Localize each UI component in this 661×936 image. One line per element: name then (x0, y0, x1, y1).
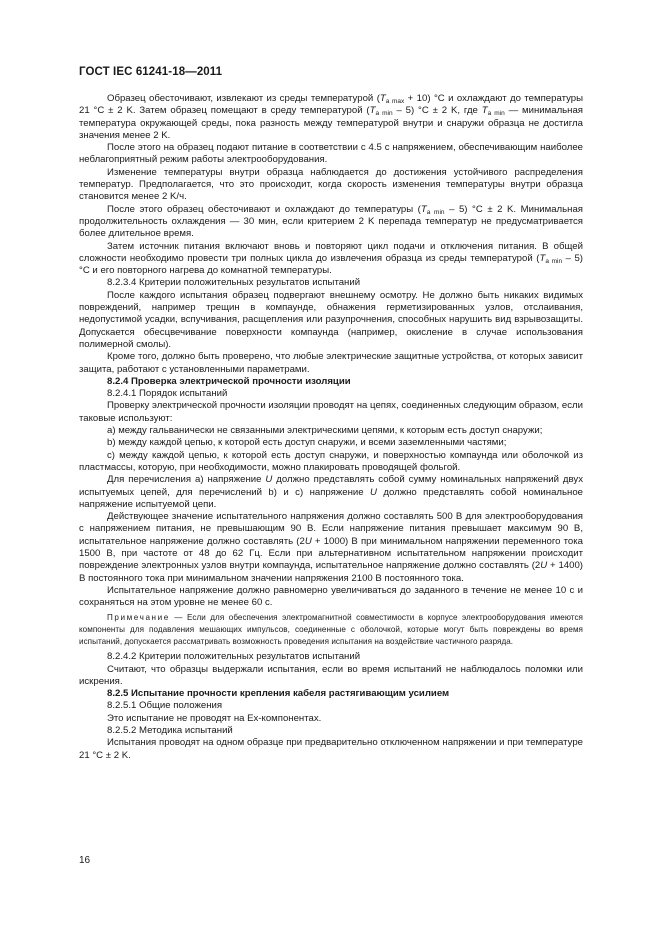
list-item: b) между каждой цепью, к которой есть доступ снаружи, и всеми заземленными частями; (107, 437, 507, 449)
paragraph: Испытания проводят на одном образце при предварительно отключенном напряжении и при температуре 21 °C ± 2 K. (79, 737, 583, 761)
section-heading-8-2-5-1: 8.2.5.1 Общие положения (107, 700, 223, 712)
paragraph: Испытательное напряжение должно равномерно увеличиваться до заданного в течение не менее 10 с и сохраняться на этом уровне не менее 60 с. (79, 584, 583, 609)
paragraph: После каждого испытания образец подвергают внешнему осмотру. Не должно быть никаких видимых повреждений, например трещин в компаунде, обнажения герметизированных узлов, отслаивания, недопустимой усадки, вспучивания, расщепления или разупрочнения, способных нарушить вид взрывозащиты. Допускается обесцвечивание поверхности компаунда (например, окисление в случае использования полимерной смолы). (79, 289, 583, 350)
paragraph: Действующее значение испытательного напряжения должно составлять 500 В для электрооборудования с напряжением питания, не превышающим 90 В. Если напряжение питания превышает максимум 90 В, испытательное напряжение должно составлять (2U + 1000) В при минимальном напряжении переменного тока 1500 В, при частоте от 48 до 62 Гц. Если при альтернативном испытательном напряжении происходит повреждение электронных узлов внутри компаунда, испытательное напряжение должно составлять (2U + 1400) В постоянного тока при минимальном значении напряжения 2100 В постоянного тока. (79, 511, 583, 584)
note: Примечание — Если для обеспечения электромагнитной совместимости в корпусе электрооборудования имеются компоненты для подавления мешающих импульсов, соединенные с оболочкой, которые могут быть повреждены во время испытаний, допускается рассматривать возможность проведения испытания на воздействие частичного разряда. (79, 613, 583, 646)
document-body (79, 93, 583, 762)
section-heading-8-2-4-1: 8.2.4.1 Порядок испытаний (107, 388, 228, 400)
page-number: 16 (79, 855, 91, 866)
paragraph: После этого на образец подают питание в соответствии с 4.5 с напряжением, обеспечивающим наиболее неблагоприятный режим работы электрооборудования. (79, 142, 583, 166)
paragraph: Проверку электрической прочности изоляции проводят на цепях, соединенных следующим образом, если таковые используют: (79, 400, 583, 424)
paragraph: Образец обесточивают, извлекают из среды температурой $(T_{a max} + 10)$ °C и охлаждают до температуры 21 °C ± 2 K. Затем образец помещают в среду температурой $(T_{a min} - 5) ^\circ C \pm 2$ K, где $T_{a min}$ — минимальная температура окружающей среды, пока разность между температурой внутри и снаружи образца не достигла значения менее 2 K. (79, 93, 583, 141)
note-label: Примечание (107, 613, 170, 623)
section-heading-8-2-5-2: 8.2.5.2 Методика испытаний (107, 725, 233, 737)
list-item: c) между каждой цепью, к которой есть доступ снаружи, и поверхностью компаунда или оболочкой из пластмассы, которую, при необходимости, можно плакировать проводящей фольгой. (79, 449, 583, 473)
list-item: a) между гальванически не связанными электрическими цепями, к которым есть доступ снаружи; (107, 425, 543, 437)
paragraph: Это испытание не проводят на Ex-компонентах. (107, 712, 322, 724)
section-heading-8-2-4-2: 8.2.4.2 Критерии положительных результатов испытаний (107, 651, 361, 663)
section-heading-8-2-5: 8.2.5 Испытание прочности крепления кабеля растягивающим усилием (107, 688, 450, 700)
paragraph: Для перечисления a) напряжение U должно представлять собой сумму номинальных напряжений двух испытуемых цепей, для перечислений b) и c) напряжение U должно представлять собой номинальное напряжение испытуемой цепи. (79, 474, 583, 510)
document-header: ГОСТ IEC 61241-18—2011 (79, 66, 223, 78)
paragraph: После этого образец обесточивают и охлаждают до температуры $(T_{a min} - 5) ^\circ C \pm 2$ K. Минимальная продолжительность охлаждения — 30 мин, если критерием 2 K перепада температур не предусматривается более длительное время. (79, 203, 583, 240)
paragraph: Считают, что образцы выдержали испытания, если во время испытаний не наблюдалось поломки или искрения. (79, 663, 583, 687)
section-heading-8-2-3-4: 8.2.3.4 Критерии положительных результатов испытаний (107, 277, 361, 289)
paragraph: Изменение температуры внутри образца наблюдается до достижения устойчивого распределения температур. Предполагается, что это происходит, когда скорость изменения температуры внутри образца становится менее 2 K/ч. (79, 166, 583, 203)
paragraph: Кроме того, должно быть проверено, что любые электрические защитные устройства, от которых зависит защита, работают с установленными параметрами. (79, 351, 583, 375)
section-heading-8-2-4: 8.2.4 Проверка электрической прочности изоляции (107, 375, 351, 387)
paragraph: Затем источник питания включают вновь и повторяют цикл подачи и отключения питания. В общей сложности необходимо провести три полных цикла до извлечения образца из среды температурой $(T_{a min} - 5)$ °C и его повторного нагрева до комнатной температуры. (79, 240, 583, 277)
